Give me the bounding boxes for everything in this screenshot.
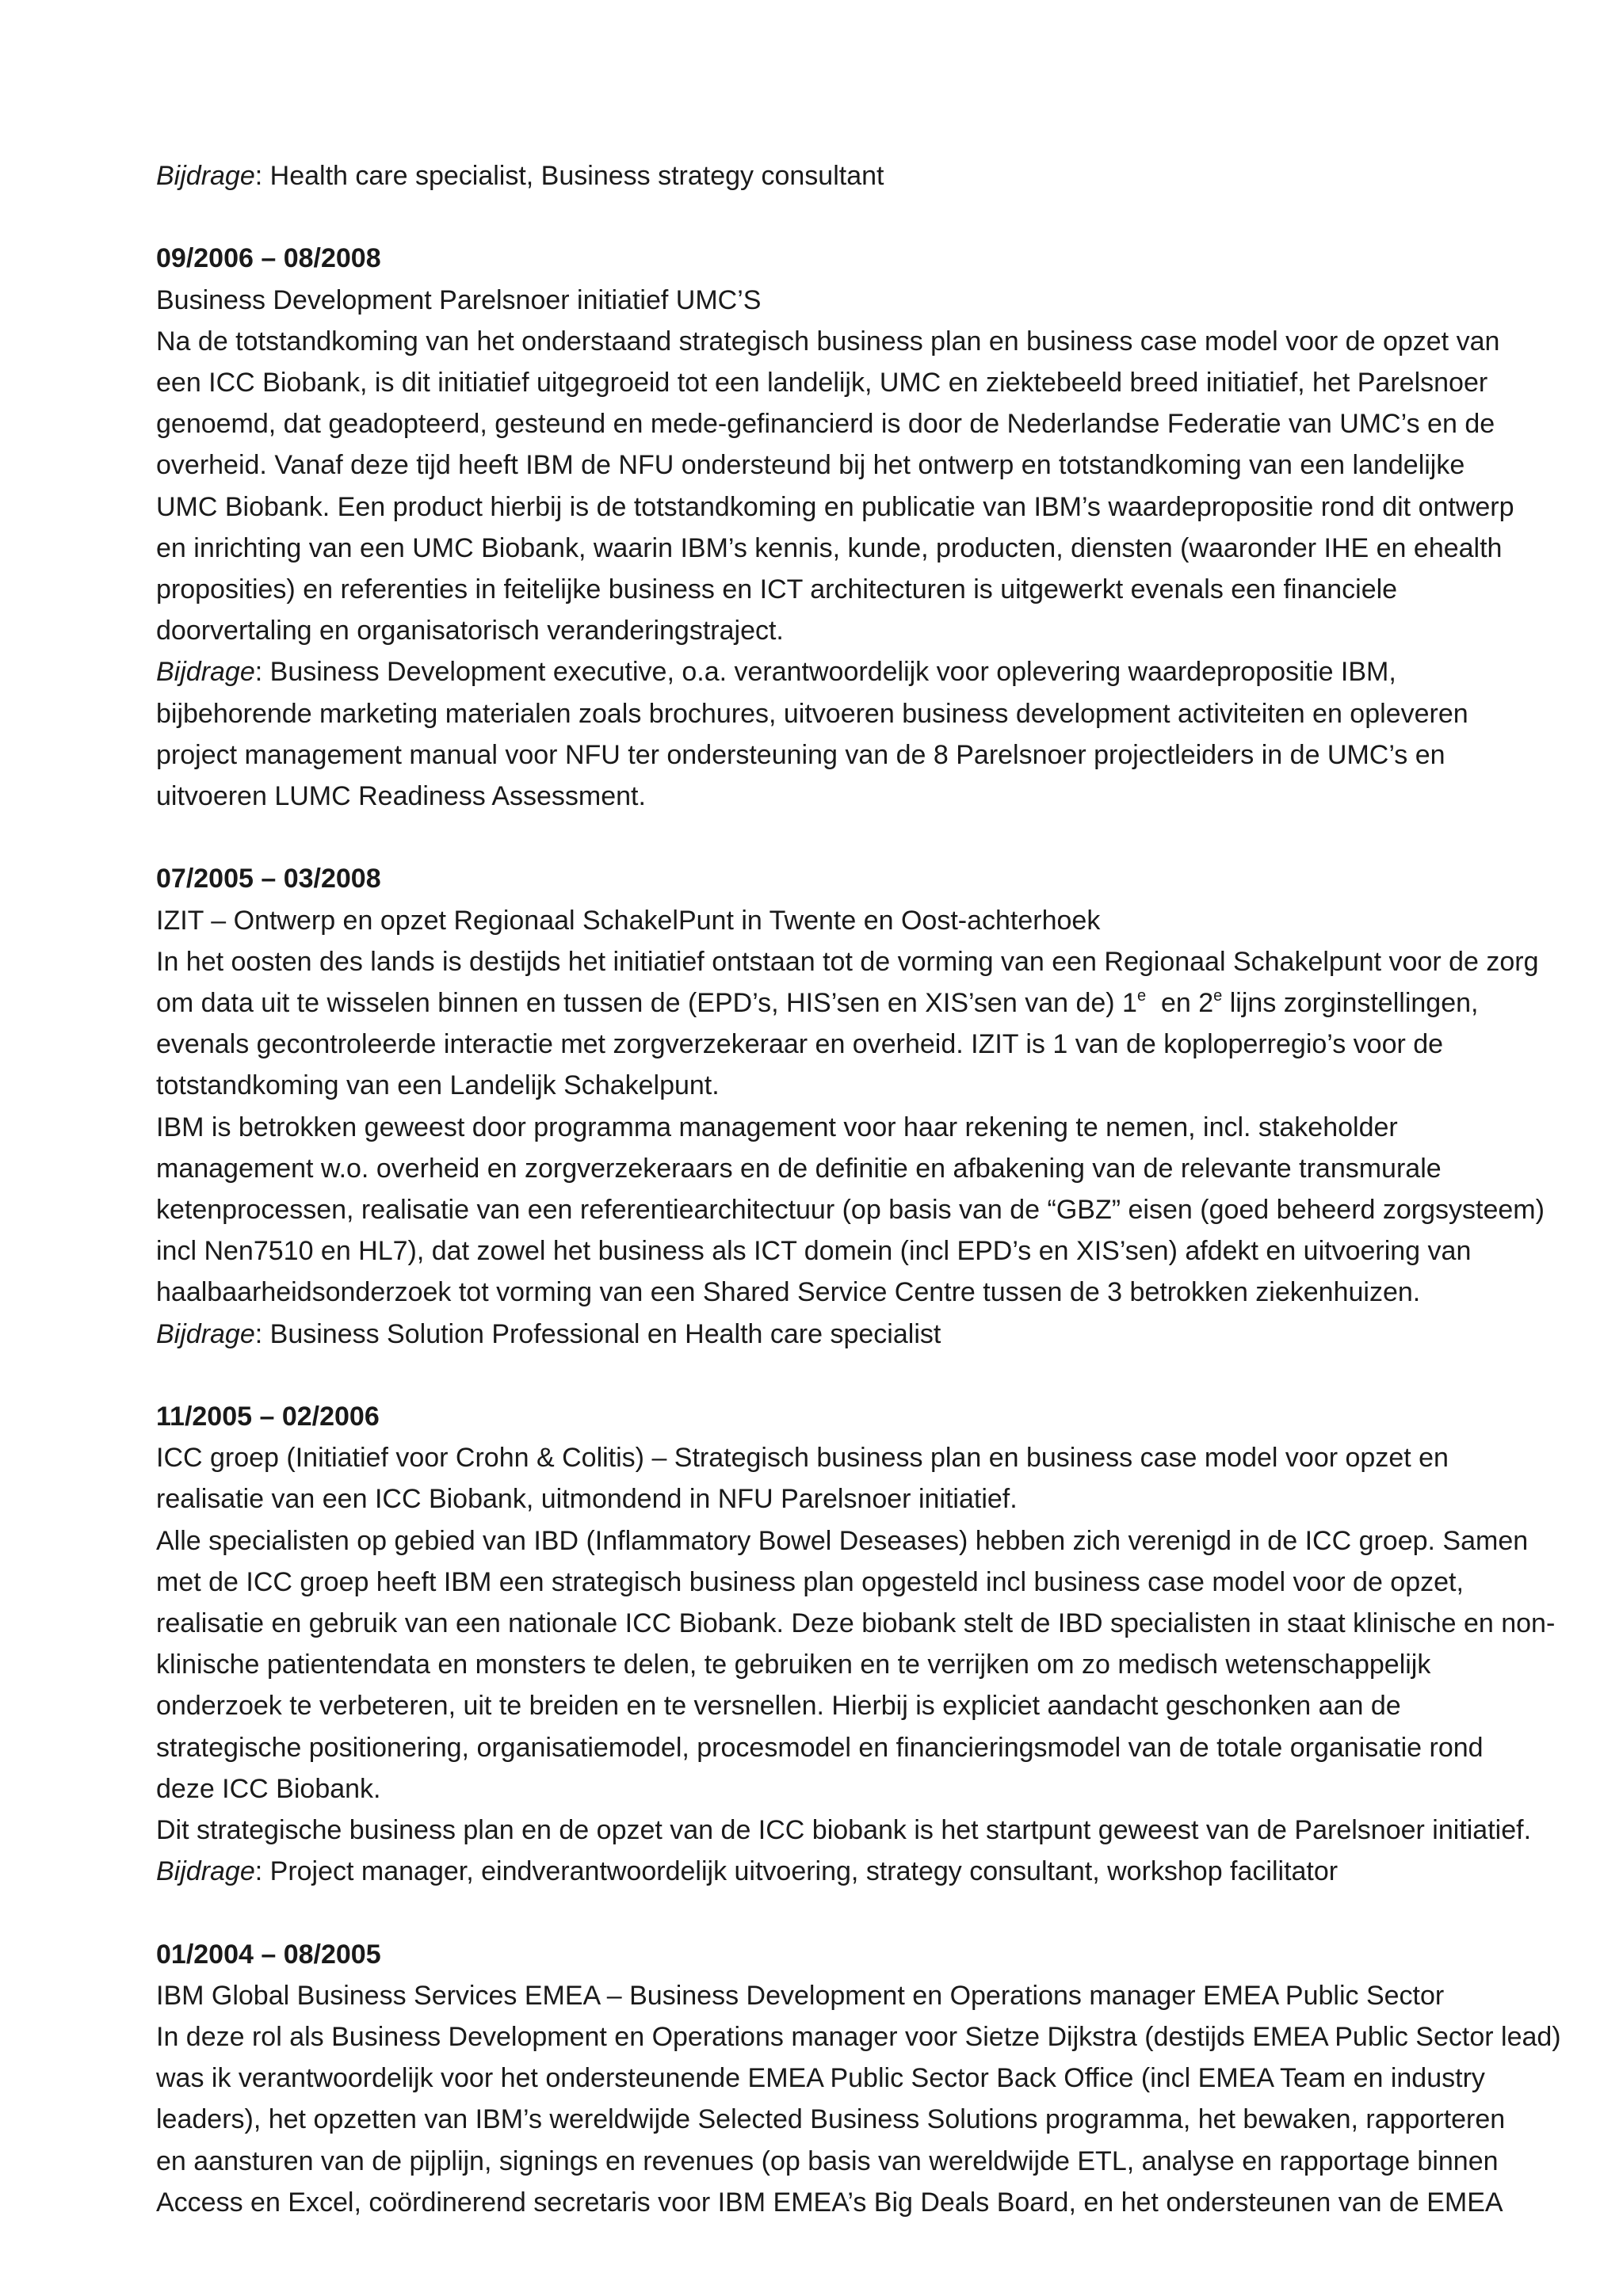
section-title: ICC groep (Initiatief voor Crohn & Colitis) – Strategisch business plan en business case model voor opzet en [156, 1443, 1449, 1474]
bijdrage-line [156, 1314, 1583, 1355]
bijdrage-line: bijbehorende marketing materialen zoals brochures, uitvoeren business development activiteiten en opleveren [156, 698, 1468, 729]
experience-section-ibm-gbs-emea [156, 1934, 1583, 2223]
text-run: om data uit te wisselen binnen en tussen de (EPD’s, HIS’sen en XIS’sen van de) 1 [156, 988, 1137, 1019]
experience-section-parelsnoer [156, 238, 1583, 817]
section-title: realisatie van een ICC Biobank, uitmondend in NFU Parelsnoer initiatief. [156, 1484, 1018, 1515]
bijdrage-label: Bijdrage [156, 657, 255, 688]
text-run: en 2 [1146, 988, 1214, 1019]
body-line: doorvertaling en organisatorisch veranderingstraject. [156, 616, 784, 646]
body-line: een ICC Biobank, is dit initiatief uitgegroeid tot een landelijk, UMC en ziektebeeld breed initiatief, het Parelsnoer [156, 368, 1488, 398]
section-title: Business Development Parelsnoer initiatief UMC’S [156, 284, 762, 315]
bijdrage-line: project management manual voor NFU ter ondersteuning van de 8 Parelsnoer projectleiders in de UMC’s en [156, 739, 1445, 770]
body-line: en aansturen van de pijplijn, signings en revenues (op basis van wereldwijde ETL, analyse en rapportage binnen [156, 2145, 1499, 2176]
body-line: strategische positionering, organisatiemodel, procesmodel en financieringsmodel van de totale organisatie rond [156, 1732, 1484, 1763]
bijdrage-label: Bijdrage [156, 1856, 255, 1887]
body-line: ketenprocessen, realisatie van een referentiearchitectuur (op basis van de “GBZ” eisen (goed beheerd zorgsysteem) [156, 1195, 1545, 1226]
bijdrage-text: : Business Development executive, o.a. verantwoordelijk voor oplevering waardepropositie IBM, [254, 657, 1396, 688]
body-line: proposities) en referenties in feitelijke business en ICT architecturen is uitgewerkt evenals een financiele [156, 574, 1398, 605]
section-title: IBM Global Business Services EMEA – Business Development en Operations manager EMEA Public Sector [156, 1980, 1445, 2011]
experience-section-icc-groep [156, 1396, 1583, 1892]
body-line: UMC Biobank. Een product hierbij is de totstandkoming en publicatie van IBM’s waardepropositie rond dit ontwerp [156, 491, 1514, 522]
superscript: e [1213, 987, 1223, 1005]
bijdrage-line [156, 651, 1583, 692]
body-line: incl Nen7510 en HL7), dat zowel het business als ICT domein (incl EPD’s en XIS’sen) afdekt en uitvoering van [156, 1236, 1472, 1267]
body-line: genoemd, dat geadopteerd, gesteund en mede-gefinancierd is door de Nederlandse Federatie van UMC’s en de [156, 409, 1495, 440]
section-date: 11/2005 – 02/2006 [156, 1402, 380, 1432]
body-line: In deze rol als Business Development en Operations manager voor Sietze Dijkstra (destijds EMEA Public Sector lead) [156, 2022, 1561, 2053]
body-line: met de ICC groep heeft IBM een strategisch business plan opgesteld incl business case model voor de opzet, [156, 1566, 1464, 1597]
bijdrage-label: Bijdrage [156, 161, 255, 191]
section-date: 01/2004 – 08/2005 [156, 1939, 381, 1970]
body-line: overheid. Vanaf deze tijd heeft IBM de NFU ondersteund bij het ontwerp en totstandkoming van een landelijke [156, 450, 1465, 481]
body-line: totstandkoming van een Landelijk Schakelpunt. [156, 1070, 720, 1101]
body-line: was ik verantwoordelijk voor het ondersteunende EMEA Public Sector Back Office (incl EMEA Team en industry [156, 2063, 1485, 2094]
body-line: management w.o. overheid en zorgverzekeraars en de definitie en afbakening van de relevante transmurale [156, 1153, 1442, 1184]
body-line: en inrichting van een UMC Biobank, waarin IBM’s kennis, kunde, producten, diensten (waaronder IHE en ehealth [156, 532, 1503, 563]
paragraph-gap [156, 196, 1583, 238]
body-line: deze ICC Biobank. [156, 1773, 381, 1804]
bijdrage-line: uitvoeren LUMC Readiness Assessment. [156, 781, 646, 812]
intro-bijdrage-line [156, 155, 1583, 196]
body-line: realisatie en gebruik van een nationale ICC Biobank. Deze biobank stelt de IBD specialisten in staat klinische en non- [156, 1608, 1556, 1639]
section-title: IZIT – Ontwerp en opzet Regionaal SchakelPunt in Twente en Oost-achterhoek [156, 905, 1101, 936]
body-line: In het oosten des lands is destijds het initiatief ontstaan tot de vorming van een Regionaal Schakelpunt voor de zorg [156, 946, 1539, 977]
section-date: 09/2006 – 08/2008 [156, 243, 381, 274]
body-line: klinische patientendata en monsters te delen, te gebruiken en te verrijken om zo medisch wetenschappelijk [156, 1650, 1431, 1680]
section-date: 07/2005 – 03/2008 [156, 864, 381, 894]
body-line: Alle specialisten op gebied van IBD (Inflammatory Bowel Deseases) hebben zich verenigd in de ICC groep. Samen [156, 1525, 1529, 1556]
body-line: Dit strategische business plan en de opzet van de ICC biobank is het startpunt geweest van de Parelsnoer initiatief. [156, 1815, 1532, 1846]
experience-section-izit [156, 858, 1583, 1354]
bijdrage-text: : Health care specialist, Business strategy consultant [254, 161, 884, 191]
body-line: IBM is betrokken geweest door programma management voor haar rekening te nemen, incl. stakeholder [156, 1112, 1398, 1142]
bijdrage-text: : Project manager, eindverantwoordelijk uitvoering, strategy consultant, workshop facilitator [254, 1856, 1338, 1887]
paragraph-gap [156, 1355, 1583, 1396]
body-line: Na de totstandkoming van het onderstaand strategisch business plan en business case model voor de opzet van [156, 326, 1500, 357]
text-run: lijns zorginstellingen, [1222, 988, 1479, 1019]
body-line: onderzoek te verbeteren, uit te breiden en te versnellen. Hierbij is expliciet aandacht geschonken aan de [156, 1691, 1401, 1722]
bijdrage-label: Bijdrage [156, 1318, 255, 1349]
paragraph-gap [156, 1892, 1583, 1933]
body-line-superscript [156, 982, 1583, 1024]
body-line: evenals gecontroleerde interactie met zorgverzekeraar en overheid. IZIT is 1 van de koploperregio’s voor de [156, 1029, 1444, 1060]
bijdrage-line [156, 1851, 1583, 1892]
superscript: e [1136, 987, 1147, 1005]
body-line: Access en Excel, coördinerend secretaris voor IBM EMEA’s Big Deals Board, en het ondersteunen van de EMEA [156, 2187, 1503, 2218]
paragraph-gap [156, 817, 1583, 858]
bijdrage-text: : Business Solution Professional en Health care specialist [254, 1318, 941, 1349]
body-line: leaders), het opzetten van IBM’s wereldwijde Selected Business Solutions programma, het bewaken, rapporteren [156, 2104, 1506, 2135]
body-line: haalbaarheidsonderzoek tot vorming van een Shared Service Centre tussen de 3 betrokken ziekenhuizen. [156, 1277, 1421, 1308]
document-page [156, 155, 1583, 2223]
